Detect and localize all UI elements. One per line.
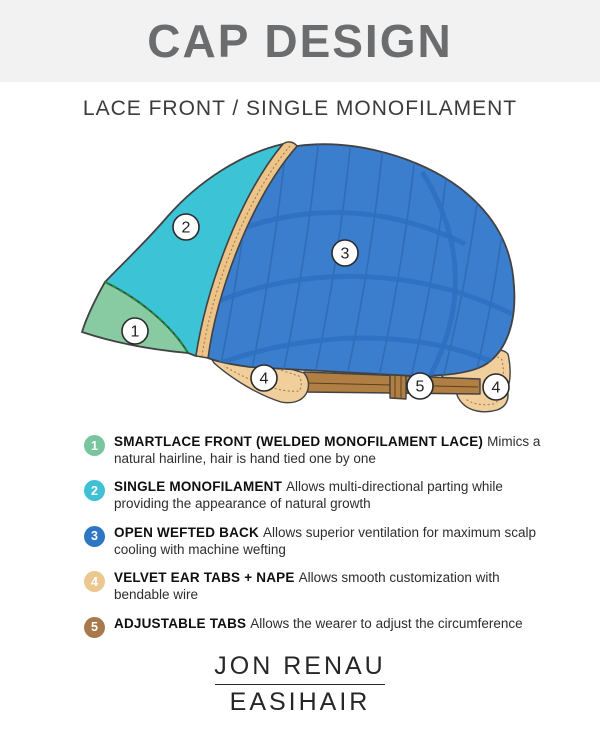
legend-term: SMARTLACE FRONT (WELDED MONOFILAMENT LACE): [114, 434, 484, 449]
sub-brand-name: EASIHAIR: [229, 687, 371, 716]
cap-diagram-svg: [0, 136, 600, 428]
legend: [84, 434, 600, 638]
callout-4-back: [483, 374, 509, 400]
brand-divider: [215, 684, 385, 685]
legend-description: Allows multi-directional parting while providing the appearance of natural growth: [114, 479, 503, 512]
diagram-subtitle: LACE FRONT / SINGLE MONOFILAMENT: [82, 97, 518, 120]
callout-4-front: [251, 365, 277, 391]
callout-number: 4: [259, 370, 269, 388]
page-header: [0, 0, 600, 82]
legend-badge: 5: [84, 617, 105, 638]
legend-term: VELVET EAR TABS + NAPE: [114, 570, 295, 586]
brand-name: JON RENAU: [214, 651, 386, 680]
legend-term: ADJUSTABLE TABS: [114, 615, 247, 631]
legend-badge: 1: [84, 435, 105, 456]
legend-item-velvet-ear-tabs: [84, 570, 600, 603]
callout-number: 2: [181, 219, 191, 237]
legend-item-smartlace-front: [84, 434, 600, 467]
legend-item-open-wefted-back: [84, 525, 600, 558]
callout-number: 4: [491, 379, 501, 397]
cap-diagram: [0, 136, 600, 428]
legend-badge: 2: [84, 480, 105, 501]
brand-footer: [0, 652, 600, 717]
callout-1: [122, 318, 148, 344]
callout-number: 1: [130, 323, 140, 341]
legend-term: OPEN WEFTED BACK: [114, 524, 259, 540]
legend-description: Allows superior ventilation for maximum scalp cooling with machine wefting: [114, 524, 537, 557]
callout-number: 3: [340, 245, 350, 263]
callout-5: [407, 373, 433, 399]
page-title: CAP DESIGN: [147, 15, 453, 67]
legend-badge: 3: [84, 526, 105, 547]
legend-term: SINGLE MONOFILAMENT: [114, 479, 283, 495]
legend-description: Mimics a natural hairline, hair is hand tied one by one: [114, 434, 541, 466]
legend-description: Allows smooth customization with bendable wire: [114, 570, 500, 603]
callout-3: [332, 240, 358, 266]
legend-badge: 4: [84, 571, 105, 592]
callout-2: [173, 214, 199, 240]
legend-item-adjustable-tabs: [84, 616, 600, 638]
callout-number: 5: [415, 378, 425, 396]
legend-item-single-monofilament: [84, 479, 600, 512]
legend-description: Allows the wearer to adjust the circumference: [250, 615, 523, 631]
